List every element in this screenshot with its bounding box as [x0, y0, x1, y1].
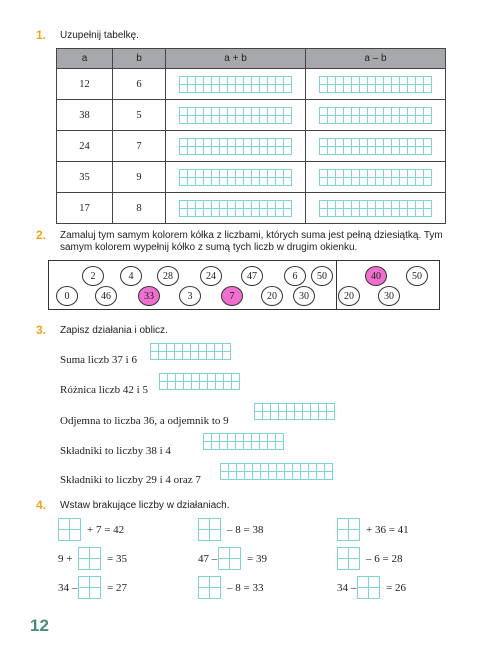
cell-difference[interactable] — [306, 69, 446, 100]
cell-difference[interactable] — [306, 131, 446, 162]
equation-prefix: 34 – — [58, 582, 78, 594]
equation-suffix: = 26 — [386, 582, 406, 594]
task1-number: 1. — [36, 28, 47, 42]
table-row — [57, 193, 446, 224]
missing-number-grid[interactable] — [218, 547, 242, 569]
equation-prefix: 47 – — [198, 553, 218, 565]
table-row — [57, 131, 446, 162]
equation-answer-grid[interactable] — [220, 464, 332, 480]
header-difference: a – b — [306, 49, 446, 69]
number-circle[interactable]: 3 — [179, 286, 201, 306]
table-row — [57, 162, 446, 193]
missing-number-box[interactable] — [337, 518, 361, 542]
panel-divider — [336, 261, 337, 309]
task2-instruction-line1: Zamaluj tym samym kolorem kółka z liczbami, których suma jest pełną dziesiątką. Tym — [60, 230, 443, 241]
missing-number-grid[interactable] — [78, 547, 102, 569]
equation-prefix: 9 + — [58, 553, 73, 565]
answer-grid-wrapper — [203, 433, 283, 451]
sum-answer-grid[interactable] — [180, 107, 292, 123]
table-row — [57, 69, 446, 100]
missing-number-box[interactable] — [198, 518, 222, 542]
task3-number: 3. — [36, 323, 47, 337]
circles-panel — [48, 260, 440, 310]
missing-number-grid[interactable] — [337, 547, 361, 569]
equation-prefix: 34 – — [337, 582, 357, 594]
equation-suffix: – 6 = 28 — [366, 553, 403, 565]
header-sum: a + b — [166, 49, 306, 69]
equation-suffix: = 39 — [247, 553, 267, 565]
cell-a: 38 — [57, 100, 113, 131]
answer-grid-wrapper — [220, 463, 332, 481]
missing-number-grid[interactable] — [198, 518, 222, 540]
task3-line-4: Składniki to liczby 38 i 4 — [60, 445, 171, 457]
difference-answer-grid[interactable] — [320, 169, 432, 185]
equation-suffix: = 35 — [107, 553, 127, 565]
number-circle[interactable]: 2 — [82, 266, 104, 286]
task4-instruction: Wstaw brakujące liczby w działaniach. — [60, 500, 230, 511]
task3-line-2: Różnica liczb 42 i 5 — [60, 384, 148, 396]
table-row — [57, 100, 446, 131]
header-b: b — [113, 49, 166, 69]
answer-grid-wrapper — [159, 373, 239, 391]
cell-sum[interactable] — [166, 193, 306, 224]
equation-suffix: – 8 = 33 — [227, 582, 264, 594]
sum-answer-grid[interactable] — [180, 76, 292, 92]
cell-sum[interactable] — [166, 69, 306, 100]
sum-answer-grid[interactable] — [180, 169, 292, 185]
missing-number-box[interactable] — [58, 518, 82, 542]
page-number: 12 — [30, 616, 49, 635]
equation-suffix: + 36 = 41 — [366, 524, 409, 536]
sum-circle[interactable]: 30 — [293, 286, 315, 306]
number-circle[interactable]: 46 — [95, 286, 117, 306]
missing-number-box[interactable] — [357, 576, 381, 600]
number-circle[interactable]: 47 — [241, 266, 263, 286]
missing-number-grid[interactable] — [198, 576, 222, 598]
task3-line-5: Składniki to liczby 29 i 4 oraz 7 — [60, 474, 201, 486]
equation-suffix: = 27 — [107, 582, 127, 594]
answer-grid-wrapper — [150, 343, 230, 361]
cell-sum[interactable] — [166, 162, 306, 193]
cell-sum[interactable] — [166, 131, 306, 162]
missing-number-box[interactable] — [78, 576, 102, 600]
cell-a: 12 — [57, 69, 113, 100]
task3-line-3: Odjemna to liczba 36, a odjemnik to 9 — [60, 415, 229, 427]
answer-grid-wrapper — [254, 403, 334, 421]
number-circle[interactable]: 24 — [200, 266, 222, 286]
sum-circle[interactable]: 50 — [311, 266, 333, 286]
cell-b: 7 — [113, 131, 166, 162]
missing-number-box[interactable] — [78, 547, 102, 571]
number-circle[interactable]: 6 — [284, 266, 306, 286]
task3-instruction: Zapisz działania i oblicz. — [60, 325, 168, 336]
task1-instruction: Uzupełnij tabelkę. — [60, 30, 139, 41]
equation-suffix: + 7 = 42 — [87, 524, 125, 536]
missing-number-grid[interactable] — [58, 518, 82, 540]
header-a: a — [57, 49, 113, 69]
task2-instruction-line2: samym kolorem wypełnij kółko z sumą tych liczb w drugim okienku. — [60, 242, 358, 253]
equation-suffix: – 8 = 38 — [227, 524, 264, 536]
missing-number-box[interactable] — [198, 576, 222, 600]
number-circle[interactable]: 4 — [120, 266, 142, 286]
sum-circle[interactable]: 20 — [338, 286, 360, 306]
sum-answer-grid[interactable] — [180, 138, 292, 154]
sum-circle[interactable]: 30 — [378, 286, 400, 306]
sum-circle[interactable]: 40 — [365, 266, 387, 286]
missing-number-grid[interactable] — [337, 518, 361, 540]
cell-b: 6 — [113, 69, 166, 100]
cell-a: 17 — [57, 193, 113, 224]
cell-sum[interactable] — [166, 100, 306, 131]
equation-answer-grid[interactable] — [159, 374, 239, 390]
difference-answer-grid[interactable] — [320, 200, 432, 216]
equation-answer-grid[interactable] — [254, 404, 334, 420]
cell-difference[interactable] — [306, 162, 446, 193]
missing-number-grid[interactable] — [357, 576, 381, 598]
cell-b: 5 — [113, 100, 166, 131]
cell-a: 24 — [57, 131, 113, 162]
number-circle[interactable]: 28 — [157, 266, 179, 286]
difference-answer-grid[interactable] — [320, 138, 432, 154]
cell-b: 8 — [113, 193, 166, 224]
task4-number: 4. — [36, 498, 47, 512]
difference-answer-grid[interactable] — [320, 107, 432, 123]
number-circle[interactable]: 7 — [221, 286, 243, 306]
difference-answer-grid[interactable] — [320, 76, 432, 92]
equation-answer-grid[interactable] — [203, 434, 283, 450]
number-circle[interactable]: 0 — [56, 286, 78, 306]
number-circle[interactable]: 33 — [138, 286, 160, 306]
sum-difference-table — [56, 48, 446, 224]
sum-answer-grid[interactable] — [180, 200, 292, 216]
cell-difference[interactable] — [306, 100, 446, 131]
missing-number-box[interactable] — [337, 547, 361, 571]
number-circle[interactable]: 20 — [261, 286, 283, 306]
missing-number-box[interactable] — [218, 547, 242, 571]
task2-number: 2. — [36, 228, 47, 242]
missing-number-grid[interactable] — [78, 576, 102, 598]
task3-line-1: Suma liczb 37 i 6 — [60, 354, 137, 366]
cell-b: 9 — [113, 162, 166, 193]
equation-answer-grid[interactable] — [150, 344, 230, 360]
sum-circle[interactable]: 50 — [406, 266, 428, 286]
cell-difference[interactable] — [306, 193, 446, 224]
cell-a: 35 — [57, 162, 113, 193]
